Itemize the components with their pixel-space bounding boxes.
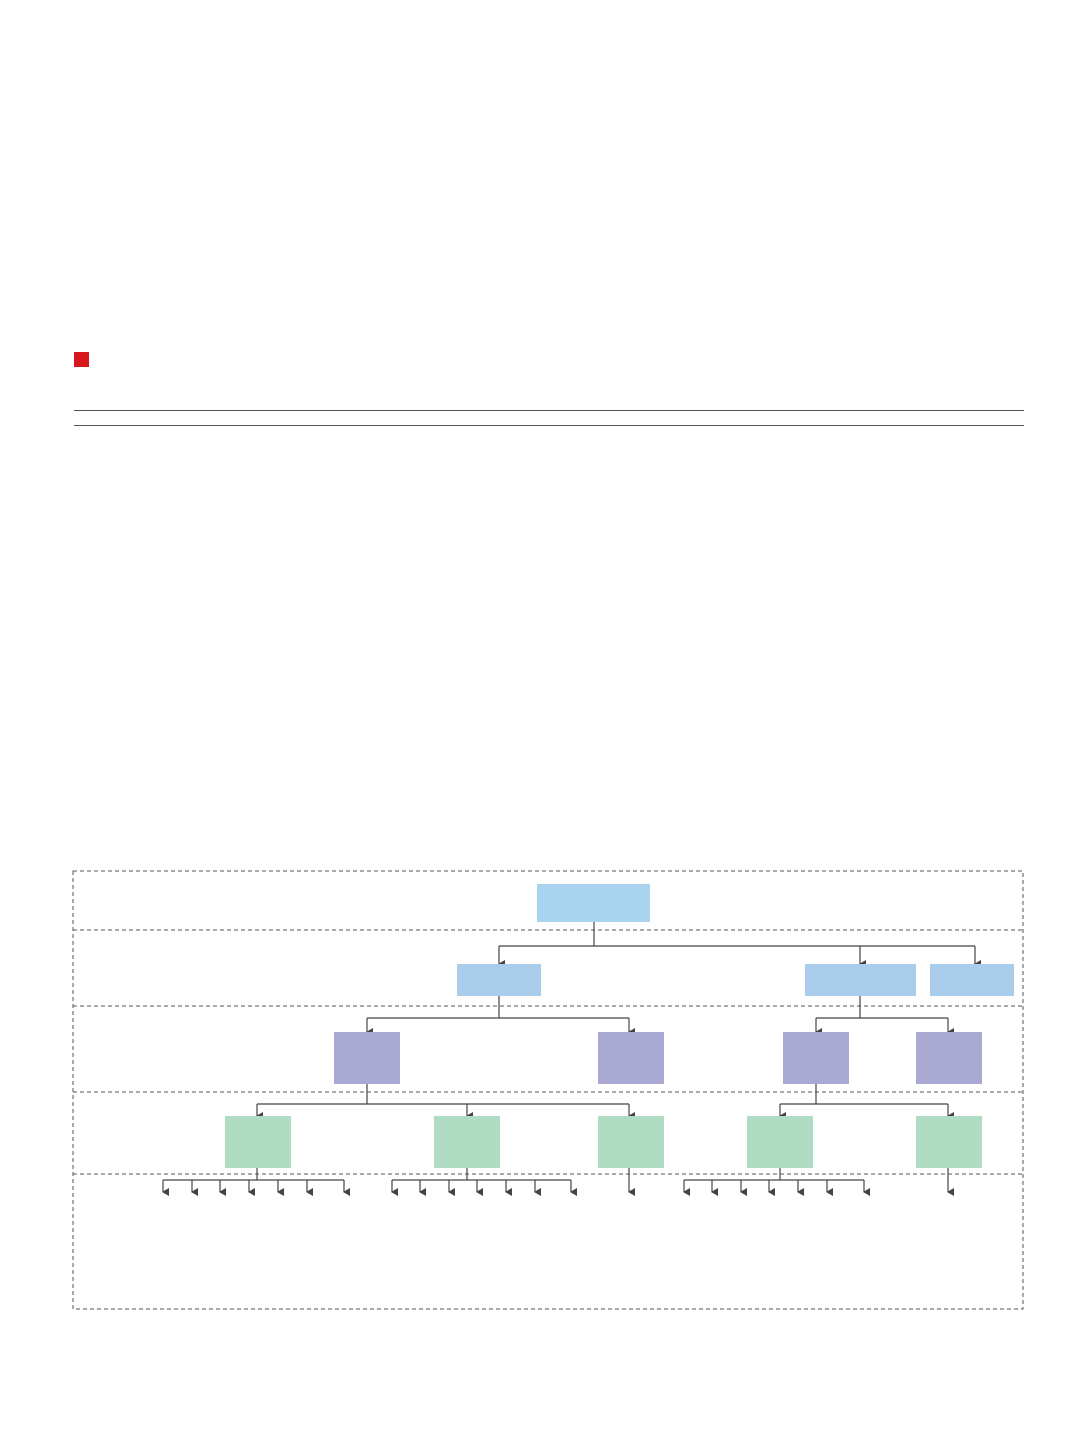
key-link-box xyxy=(457,964,541,996)
key-link-box xyxy=(805,964,916,996)
top-event-box xyxy=(537,884,650,922)
influence-factor-box xyxy=(334,1032,400,1084)
control-factor-box xyxy=(747,1116,813,1168)
success-tree-diagram xyxy=(72,870,1024,1310)
influence-factor-box xyxy=(598,1032,664,1084)
control-factor-box xyxy=(225,1116,291,1168)
control-factor-box xyxy=(598,1116,664,1168)
abstract xyxy=(74,410,1024,426)
control-factor-box xyxy=(434,1116,500,1168)
diagram-frame xyxy=(73,871,1023,1309)
influence-factor-box xyxy=(783,1032,849,1084)
column-1 xyxy=(74,542,374,620)
control-factor-box xyxy=(916,1116,982,1168)
influence-factor-box xyxy=(916,1032,982,1084)
red-square-icon xyxy=(74,352,89,367)
key-link-box xyxy=(930,964,1014,996)
author-line xyxy=(74,352,103,367)
